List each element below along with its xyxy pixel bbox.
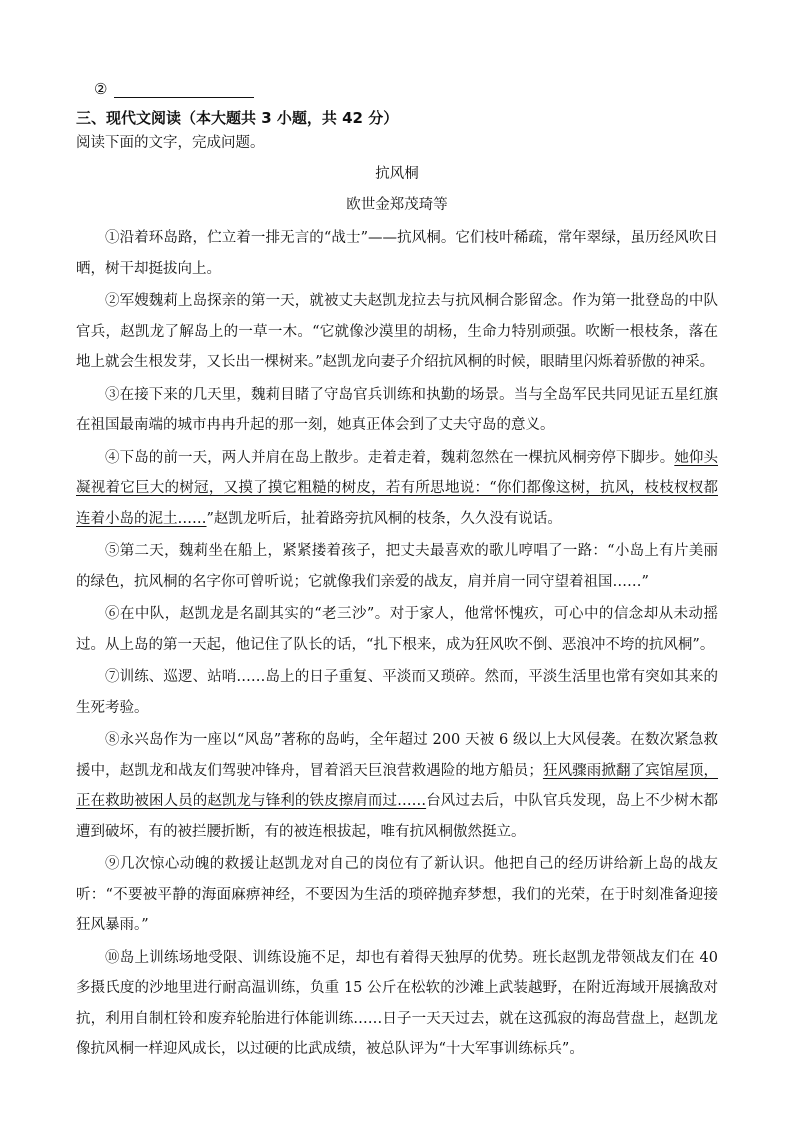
article-body [76,223,718,1067]
paragraph-text: ④下岛的前一天，两人并肩在岛上散步。走着走着，魏莉忽然在一棵抗风桐旁停下脚步。 [105,449,675,466]
article-paragraph [76,380,718,441]
article-paragraph [76,725,718,847]
article-paragraph [76,286,718,378]
paragraph-text: ⑥在中队，赵凯龙是名副其实的“老三沙”。对于家人，他常怀愧疚，可心中的信念却从未动摇过。从上岛的第一天起，他记住了队长的话，“扎下根来，成为狂风吹不倒、恶浪冲不垮的抗风桐”。 [76,606,718,653]
underlined-sentence: 狂风骤雨掀翻了宾馆屋顶，正在救助被困人员的赵凯龙与锋利的铁皮擦肩而过…… [76,762,719,809]
section-instruction: 阅读下面的文字，完成问题。 [76,135,265,151]
paragraph-text: ”赵凯龙听后，扯着路旁抗风桐的枝条，久久没有说话。 [206,510,562,527]
article-paragraph [76,943,718,1065]
article-paragraph [76,536,718,597]
article-author: 欧世金郑茂琦等 [346,197,448,213]
paragraph-text: ②军嫂魏莉上岛探亲的第一天，就被丈夫赵凯龙拉去与抗风桐合影留念。作为第一批登岛的中队官兵，赵凯龙了解岛上的一草一木。“它就像沙漠里的胡杨，生命力特别顽强。吹断一根枝条，落在地上就会生根发芽，又长出一棵树来。”赵凯龙向妻子介绍抗风桐的时候，眼睛里闪烁着骄傲的神采。 [76,293,718,370]
article-paragraph [76,662,718,723]
paragraph-text: ⑦训练、巡逻、站哨……岛上的日子重复、平淡而又琐碎。然而，平淡生活里也常有突如其来的生死考验。 [76,669,718,716]
paragraph-text: 台风过去后，中队官兵发现，岛上不少树木都遭到破坏，有的被拦腰折断，有的被连根拔起，唯有抗风桐傲然挺立。 [76,793,718,840]
article-paragraph [76,599,718,660]
paragraph-text: ⑤第二天，魏莉坐在船上，紧紧搂着孩子，把丈夫最喜欢的歌儿哼唱了一路：“小岛上有片美丽的绿色，抗风桐的名字你可曾听说；它就像我们亲爱的战友，肩并肩一同守望着祖国……” [76,543,718,590]
article-paragraph [76,443,718,535]
underlined-sentence: 她仰头凝视着它巨大的树冠，又摸了摸它粗糙的树皮，若有所思地说：“你们都像这树，抗风，枝枝杈杈都连着小岛的泥土…… [76,449,719,527]
article-title: 抗风桐 [375,166,419,182]
answer-blank-2 [94,79,254,99]
answer-blank-number: ② [94,80,108,98]
paragraph-text: ⑩岛上训练场地受限、训练设施不足，却也有着得天独厚的优势。班长赵凯龙带领战友们在 40 多摄氏度的沙地里进行耐高温训练，负重 15 公斤在松软的沙滩上武装越野，在附近海域开展擒敌对抗，利用自制杠铃和废弃轮胎进行体能训练……日子一天天过去，就在这孤寂的海岛营盘上，赵凯龙像抗风桐一样迎风成长，以过硬的比武成绩，被总队评为“十大军事训练标兵”。 [76,949,718,1057]
article-paragraph [76,223,718,284]
paragraph-text: ⑧永兴岛作为一座以“风岛”著称的岛屿，全年超过 200 天被 6 级以上大风侵袭。在数次紧急救援中，赵凯龙和战友们驾驶冲锋舟，冒着滔天巨浪营救遇险的地方船员； [76,732,718,779]
paragraph-text: ⑨几次惊心动魄的救援让赵凯龙对自己的岗位有了新认识。他把自己的经历讲给新上岛的战友听：“不要被平静的海面麻痹神经，不要因为生活的琐碎抛弃梦想，我们的光荣，在于时刻准备迎接狂风暴雨。” [76,856,718,933]
paragraph-text: ①沿着环岛路，伫立着一排无言的“战士”——抗风桐。它们枝叶稀疏，常年翠绿，虽历经风吹日晒，树干却挺拔向上。 [76,230,718,277]
answer-blank-underline [114,97,254,98]
article-paragraph [76,849,718,941]
paragraph-text: ③在接下来的几天里，魏莉目睹了守岛官兵训练和执勤的场景。当与全岛军民共同见证五星红旗在祖国最南端的城市冉冉升起的那一刻，她真正体会到了丈夫守岛的意义。 [76,386,718,433]
section-heading: 三、现代文阅读（本大题共 3 小题，共 42 分） [76,109,399,127]
